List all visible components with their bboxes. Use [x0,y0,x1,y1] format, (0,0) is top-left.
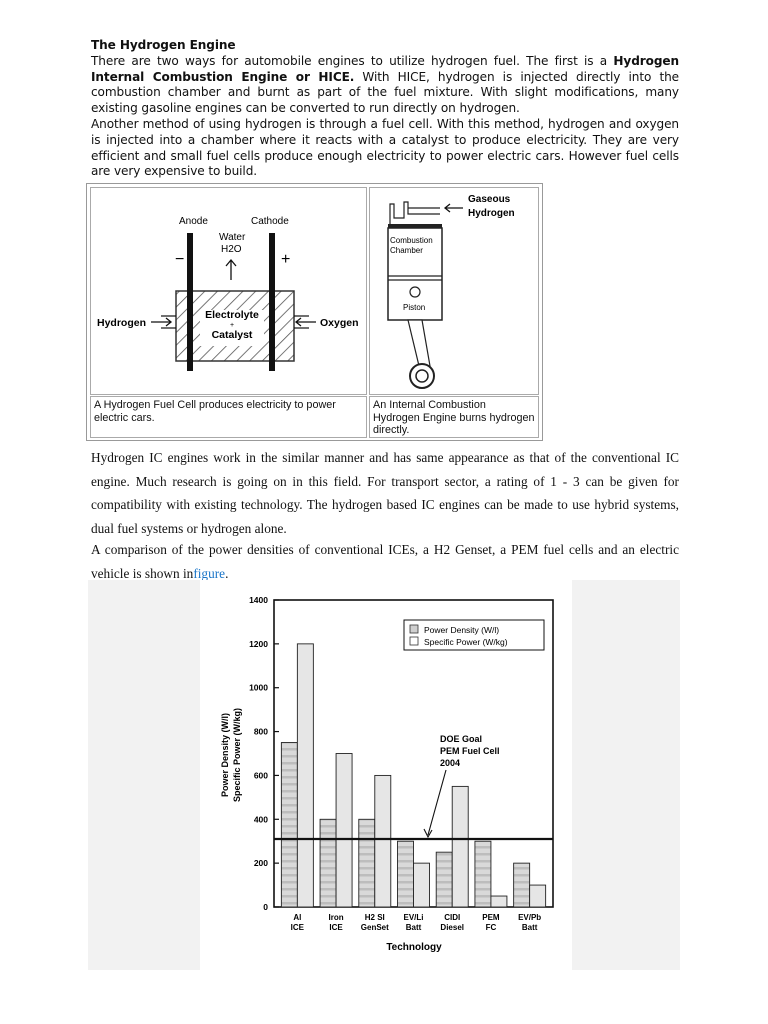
fuel-cell-caption: A Hydrogen Fuel Cell produces electricity to power electric cars. [90,396,367,438]
combustion-label: Combustion [390,236,433,245]
x-tick-label: ICE [329,923,343,932]
x-tick-label: CIDI [444,913,461,922]
connecting-rod [408,320,430,370]
anode-electrode [187,233,193,371]
bar-specific-power-6 [530,885,546,907]
engine-diagram-cell [369,187,539,395]
x-tick-label: PEM [482,913,500,922]
anode-label: Anode [179,216,208,227]
x-tick-label: EV/Pb [518,913,542,922]
gaseous-label: Gaseous [468,194,511,205]
engine-diagram [370,188,538,394]
minus-sign: − [175,251,185,268]
page-title: The Hydrogen Engine [91,38,236,52]
x-tick-label: GenSet [360,923,389,932]
bar-specific-power-1 [336,754,352,908]
bar-specific-power-3 [414,863,430,907]
bar-power-density-5 [475,841,491,907]
cathode-label: Cathode [251,216,289,227]
legend-swatch-specific-power [410,637,418,645]
catalyst-label: Catalyst [211,329,253,341]
y-tick-label: 200 [253,858,268,869]
body-paragraph-1: Hydrogen IC engines work in the similar manner and has same appearance as that of the conventional IC engine. Much research is going on in this field. For transport sector, a rating of 1 - 3 can be given for compatibility with existing technology. The hydrogen based IC engines can be made to use hybrid systems, dual fuel systems or hydrogen alone. [91,450,679,536]
intro-paragraph-2: Another method of using hydrogen is through a fuel cell. With this method, hydrogen and oxygen is injected into a chamber where it reacts with a catalyst to produce electricity. They are very efficient and small fuel cells produce enough electricity to power electric cars. However fuel cells are very expensive to build. [91,116,679,179]
bar-power-density-3 [398,841,414,907]
y-axis-label-1: Power Density (W/l) [220,712,230,798]
engine-caption: An Internal Combustion Hydrogen Engine burns hydrogen directly. [369,396,539,438]
body-p2-end: . [225,565,229,581]
x-tick-label: ICE [290,923,305,932]
oxygen-label: Oxygen [320,317,359,329]
figure-table [86,183,543,441]
plus-sign: + [281,251,291,268]
y-axis-label-2: Specific Power (W/kg) [232,707,242,803]
x-tick-label: H2 SI [364,913,385,922]
x-tick-label: Al [293,913,302,922]
piston-label: Piston [403,303,426,312]
doe-goal-label-2: PEM Fuel Cell [440,746,500,756]
piston-pin-icon [410,287,420,297]
intro-p1-bold: Hydrogen Internal Combustion Engine or HICE. [91,53,679,84]
intro-p1-text-a: There are two ways for automobile engines to utilize hydrogen fuel. The first is a [91,53,614,68]
x-tick-label: FC [485,923,497,932]
y-tick-label: 0 [263,902,268,912]
cathode-electrode [269,233,275,371]
doe-goal-label-1: DOE Goal [440,734,483,744]
intro-section [91,38,679,180]
x-tick-label: Diesel [440,923,465,932]
x-tick-label: Batt [405,923,422,932]
power-density-chart [88,580,680,970]
electrolyte-plus-label: + [229,322,235,329]
hydrogen-inlet-pipe [390,202,440,224]
engine-hydrogen-label: Hydrogen [468,208,515,219]
chart-legend [404,620,544,650]
body-paragraph-2 [91,538,679,585]
bar-specific-power-2 [375,775,391,907]
electrolyte-label: Electrolyte [205,309,259,321]
bar-power-density-6 [514,863,530,907]
y-tick-label: 400 [253,814,268,825]
fuel-cell-diagram [91,188,366,394]
legend-label-specific-power: Specific Power (W/kg) [424,637,508,647]
x-tick-label: EV/Li [403,913,424,922]
chamber-label: Chamber [390,246,423,255]
hydrogen-label: Hydrogen [97,317,147,329]
legend-label-power-density: Power Density (W/l) [424,625,500,635]
bar-power-density-4 [436,852,452,907]
fuel-cell-diagram-cell [90,187,367,395]
body-p2-text: A comparison of the power densities of conventional ICEs, a H2 Genset, a PEM fuel cells and an electric vehicle is shown in [91,542,679,581]
doe-goal-label-3: 2004 [440,758,461,768]
figure-link[interactable]: figure [193,565,226,581]
chart-panel [88,580,680,970]
x-tick-label: Iron [328,913,344,922]
bar-specific-power-0 [297,644,313,907]
bar-power-density-0 [281,743,297,907]
intro-paragraph-1 [91,54,679,117]
y-tick-label: 600 [253,770,268,781]
intro-p1-text-b: With HICE, hydrogen is injected directly into the combustion chamber and burnt as part of the fuel mixture. With slight modifications, many existing gasoline engines can be converted to run directly on hydrogen. [91,69,679,116]
bar-power-density-1 [320,819,336,907]
h2o-label: H2O [221,244,242,255]
bar-specific-power-5 [491,896,507,907]
y-tick-label: 1000 [249,682,268,693]
legend-swatch-power-density [410,625,418,633]
x-axis-title: Technology [386,942,442,953]
y-tick-label: 1200 [249,638,268,649]
y-tick-label: 1400 [249,595,268,605]
x-tick-label: Batt [521,923,538,932]
bar-power-density-2 [359,819,375,907]
y-tick-label: 800 [253,726,268,737]
water-label: Water [219,232,246,243]
bar-specific-power-4 [452,786,468,907]
